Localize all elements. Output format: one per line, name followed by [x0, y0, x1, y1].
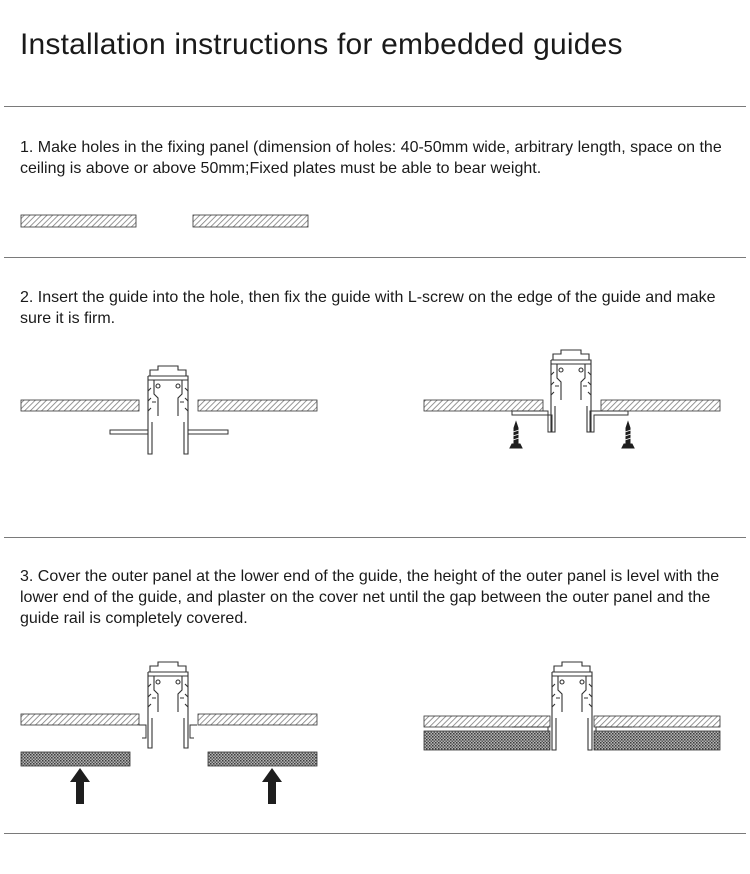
screw-right — [622, 422, 634, 448]
guide-rail — [551, 350, 591, 432]
divider — [4, 833, 746, 834]
step-2-diagram — [0, 350, 750, 460]
outer-panel-right — [208, 752, 317, 766]
step-3-diagram — [0, 658, 750, 808]
guide-rail — [148, 366, 188, 454]
panel-right — [594, 716, 720, 727]
up-arrow-right — [262, 768, 282, 804]
step-2-text: 2. Insert the guide into the hole, then fix the guide with L-screw on the edge of the guide and make sure it is firm. — [20, 289, 716, 327]
outer-panel-left — [424, 731, 550, 750]
step-1-text: 1. Make holes in the fixing panel (dimension of holes: 40-50mm wide, arbitrary length, space on the ceiling is above or above 50mm;Fixed plates must be able to bear weight. — [20, 139, 722, 177]
l-bracket-right — [190, 725, 197, 738]
guide-rail — [148, 662, 188, 748]
outer-panel-left — [21, 752, 130, 766]
panel-left — [424, 716, 550, 727]
panel-right — [198, 400, 317, 411]
l-bracket-left — [139, 725, 146, 738]
panel-right — [601, 400, 720, 411]
l-bracket-left — [110, 430, 148, 434]
up-arrow-left — [70, 768, 90, 804]
outer-panel-right — [594, 731, 720, 750]
guide-rail — [552, 662, 592, 750]
divider — [4, 257, 746, 258]
step-1-diagram — [0, 205, 750, 245]
panel-left — [21, 400, 139, 411]
panel-right — [198, 714, 317, 725]
divider — [4, 106, 746, 107]
panel-left — [21, 714, 139, 725]
divider — [4, 537, 746, 538]
l-bracket-right — [590, 411, 628, 432]
screw-left — [510, 422, 522, 448]
page-title: Installation instructions for embedded guides — [20, 28, 623, 61]
l-bracket-right — [188, 430, 228, 434]
l-bracket-left — [512, 727, 548, 731]
l-bracket-right — [596, 727, 632, 731]
panel-right — [193, 215, 308, 227]
panel-left — [424, 400, 543, 411]
step-3-text: 3. Cover the outer panel at the lower end of the guide, the height of the outer panel is level with the lower end of the guide, and plaster on the cover net until the gap between the outer panel and the guide rail is completely covered. — [20, 568, 720, 627]
panel-left — [21, 215, 136, 227]
